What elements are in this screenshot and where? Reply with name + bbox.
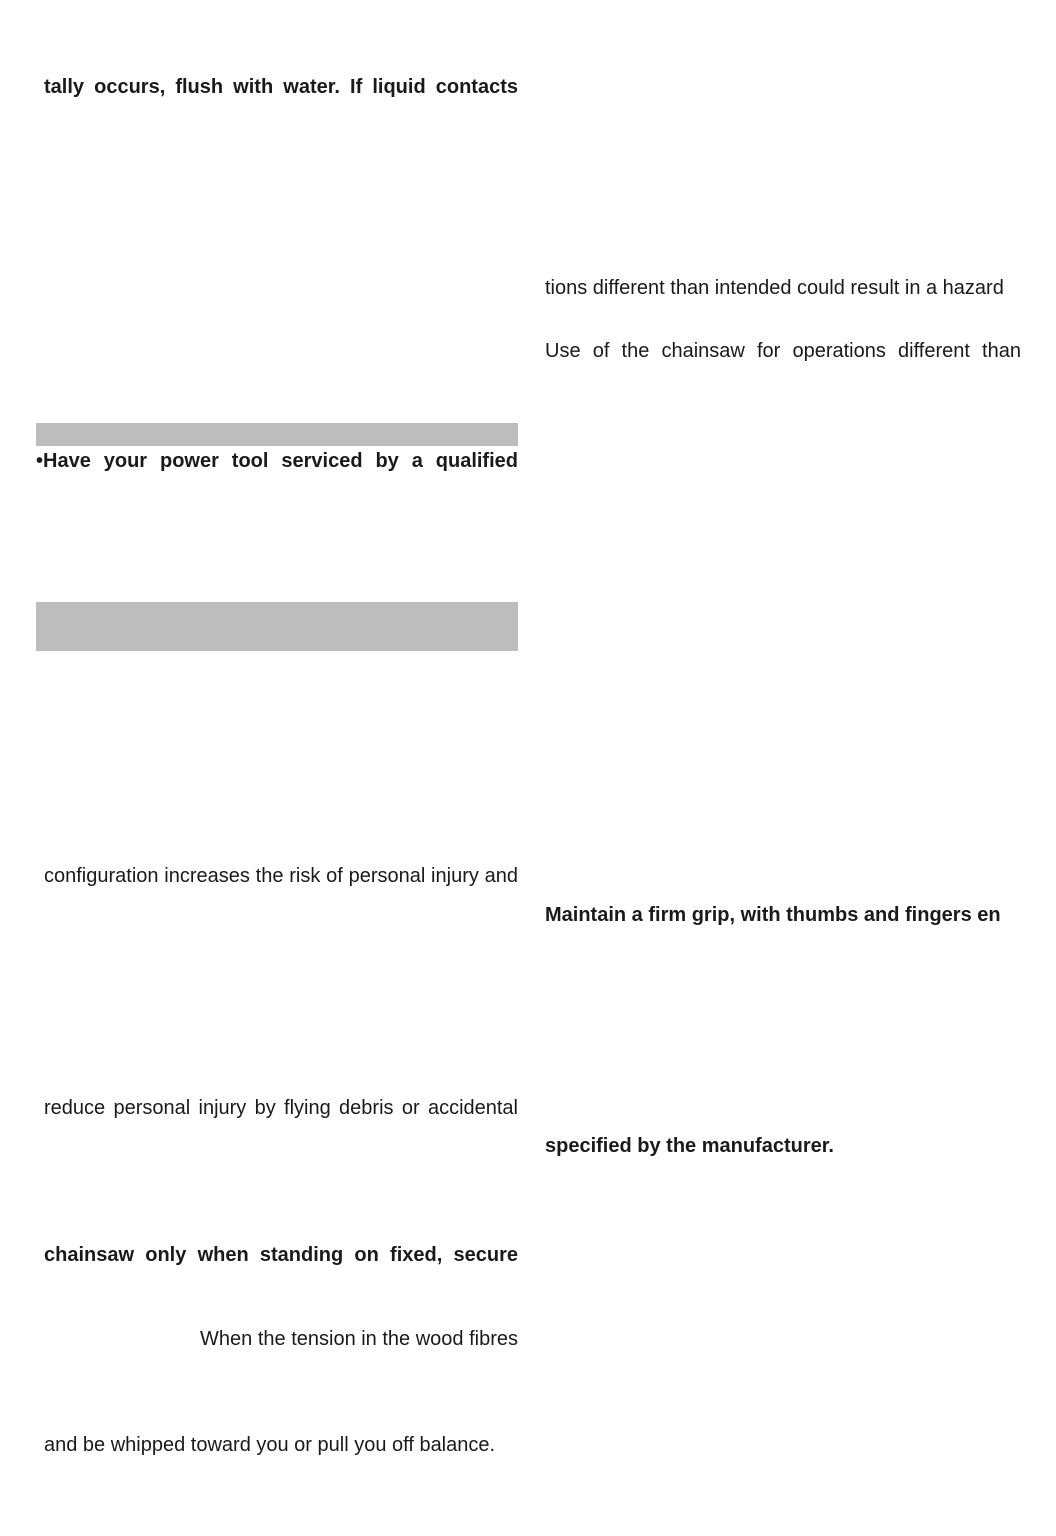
left-text-line-4: reduce personal injury by flying debris or accidental [44,1097,518,1119]
section-header-bar [36,602,518,651]
section-header-bar [36,423,518,446]
right-text-line-4: specified by the manufacturer. [545,1135,834,1157]
left-text-line-7: and be whipped toward you or pull you off balance. [44,1434,496,1456]
right-text-line-2: Use of the chainsaw for operations different than [545,340,1021,362]
left-text-line-2: •Have your power tool serviced by a qualified [36,450,518,472]
right-text-line-1: tions different than intended could result in a hazard [545,277,1004,299]
left-text-line-1: tally occurs, flush with water. If liquid contacts [44,76,518,98]
right-text-line-3: Maintain a firm grip, with thumbs and fingers en [545,904,1001,926]
left-text-line-6: When the tension in the wood fibres [200,1328,518,1350]
left-text-line-5: chainsaw only when standing on fixed, secure [44,1244,518,1266]
left-text-line-3: configuration increases the risk of personal injury and [44,865,518,887]
